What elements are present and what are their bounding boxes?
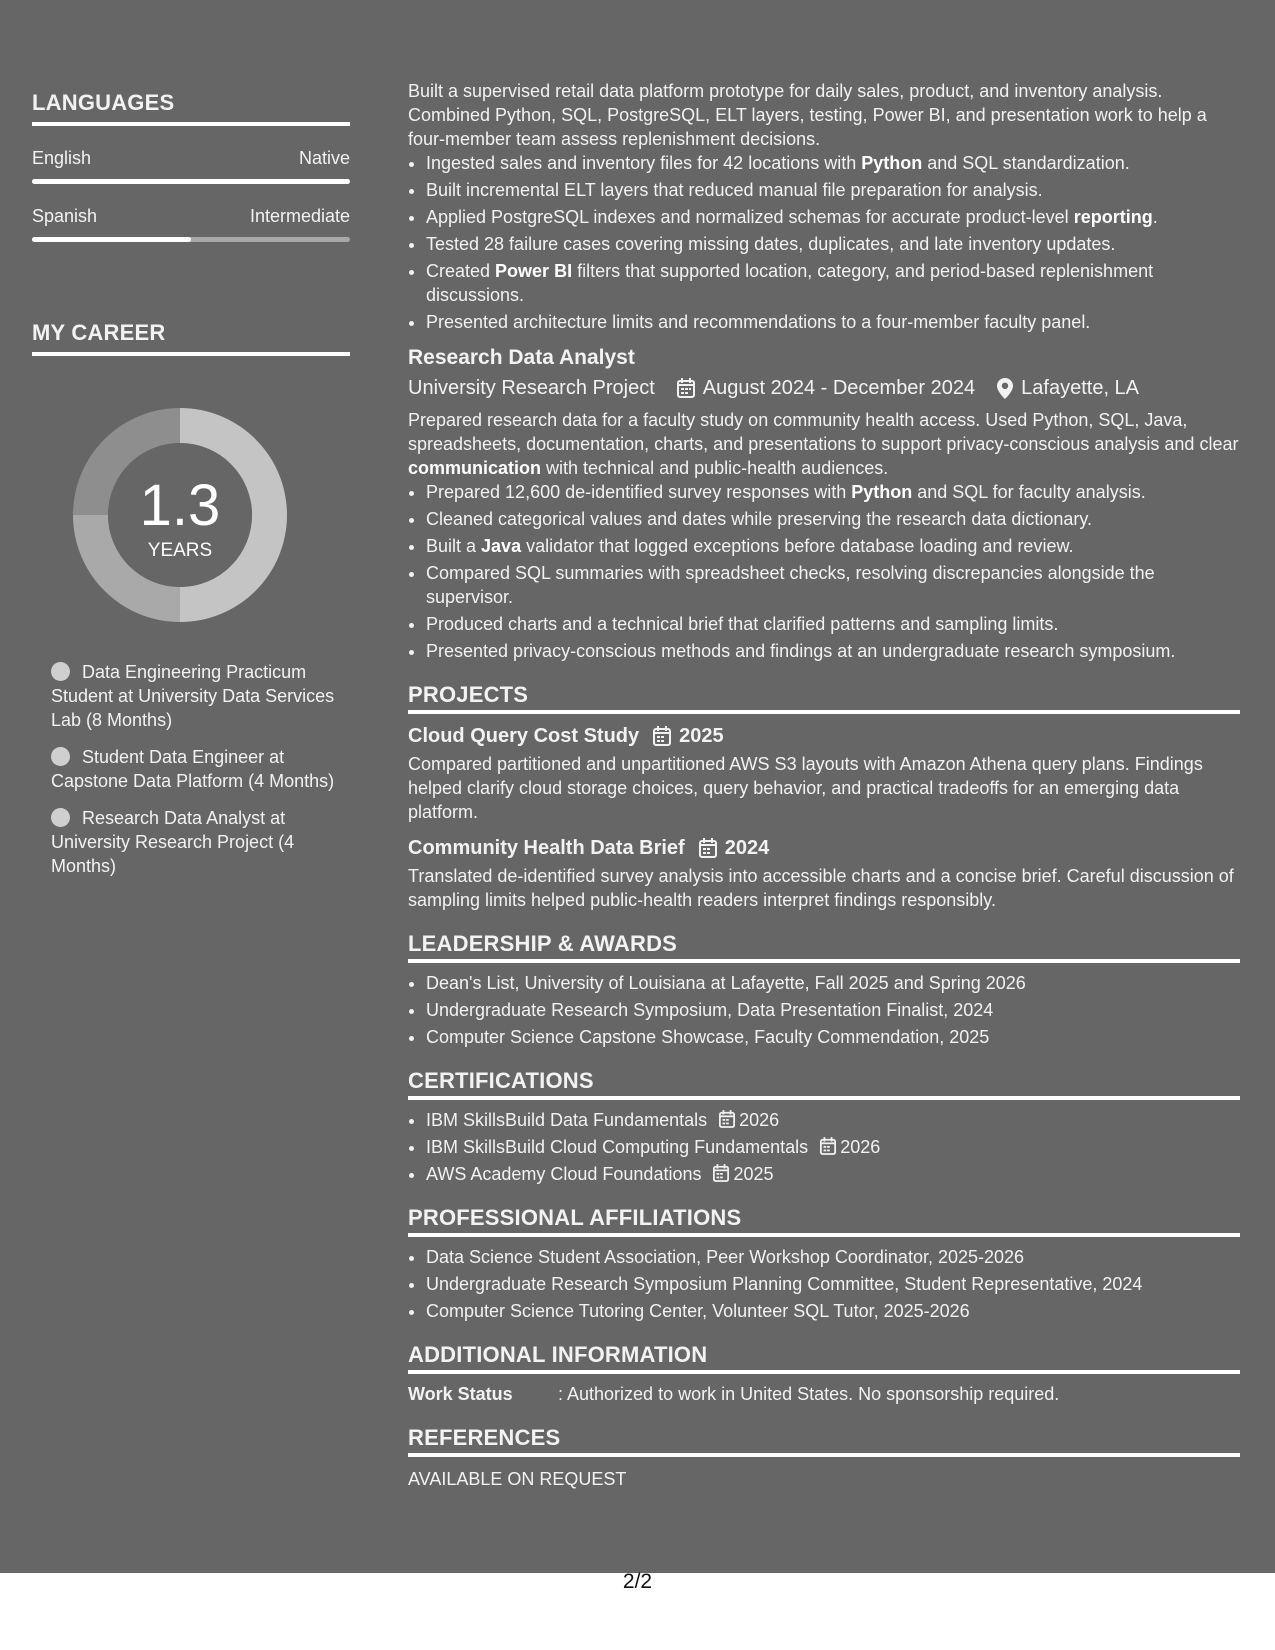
career-item — [51, 806, 350, 878]
job-bullets — [408, 151, 1240, 334]
calendar-icon — [653, 726, 671, 746]
main-column — [408, 79, 1240, 1491]
career-item-text: Student Data Engineer at Capstone Data Platform (4 Months) — [51, 747, 335, 791]
work-status-row — [408, 1382, 1240, 1406]
calendar-icon — [820, 1137, 836, 1155]
bullet-item: • Applied PostgreSQL indexes and normalized schemas for accurate product-level reporting. — [426, 205, 1240, 229]
career-years-value: 1.3 — [139, 473, 221, 538]
work-status-value: : Authorized to work in United States. No sponsorship required. — [558, 1384, 1060, 1404]
bullet-item: • Built a Java validator that logged exceptions before database loading and review. — [426, 534, 1240, 558]
bullet-item: • Produced charts and a technical brief that clarified patterns and sampling limits. — [426, 612, 1240, 636]
bullet-item: • Presented architecture limits and recommendations to a four-member faculty panel. — [426, 310, 1240, 334]
list-item: • Computer Science Capstone Showcase, Faculty Commendation, 2025 — [426, 1025, 1240, 1049]
job-dates: August 2024 - December 2024 — [702, 377, 976, 399]
affiliations-section — [408, 1206, 1240, 1323]
language-spanish — [32, 206, 350, 242]
project-description: Compared partitioned and unpartitioned AWS S3 layouts with Amazon Athena query plans. Findings helped clarify cloud storage choices, query behavior, and practical tradeoffs for an emerging data platform. — [408, 754, 1203, 822]
leadership-list — [408, 971, 1240, 1049]
cert-year: 2026 — [739, 1110, 780, 1130]
list-item: • IBM SkillsBuild Data Fundamentals 2026 — [426, 1108, 1240, 1132]
bullet-item: • Cleaned categorical values and dates while preserving the research data dictionary. — [426, 507, 1240, 531]
job-bullets — [408, 480, 1240, 663]
job-location: Lafayette, LA — [1021, 377, 1140, 399]
language-proficiency-fill — [32, 179, 350, 184]
list-item: • Undergraduate Research Symposium, Data Presentation Finalist, 2024 — [426, 998, 1240, 1022]
calendar-icon — [699, 838, 717, 858]
project-title: Community Health Data Brief 2024 — [408, 837, 770, 859]
project-year: 2024 — [724, 837, 770, 859]
bullet-item: • Prepared 12,600 de-identified survey responses with Python and SQL for faculty analysis. — [426, 480, 1240, 504]
career-dot-icon — [51, 808, 70, 827]
section-heading: PROJECTS — [408, 683, 1240, 714]
project-description: Translated de-identified survey analysis into accessible charts and a concise brief. Careful discussion of sampling limits helped public-health readers interpret findings responsibly. — [408, 866, 1234, 910]
job-summary: Prepared research data for a faculty study on community health access. Used Python, SQL, Java, spreadsheets, documentation, charts, and presentations to support privacy-conscious analysis and clear communication with technical and public-health audiences. — [408, 410, 1239, 478]
bullet-item: • Created Power BI filters that supported location, category, and period-based replenishment discussions. — [426, 259, 1240, 307]
language-level: Intermediate — [249, 206, 350, 226]
projects-section — [408, 683, 1240, 912]
career-donut-chart — [65, 400, 295, 630]
bullet-item: • Tested 28 failure cases covering missing dates, duplicates, and late inventory updates. — [426, 232, 1240, 256]
calendar-icon — [713, 1164, 729, 1182]
list-item: • Computer Science Tutoring Center, Volunteer SQL Tutor, 2025-2026 — [426, 1299, 1240, 1323]
bullet-item: • Built incremental ELT layers that reduced manual file preparation for analysis. — [426, 178, 1240, 202]
cert-year: 2026 — [840, 1137, 881, 1157]
career-item-text: Research Data Analyst at University Research Project (4 Months) — [51, 808, 295, 876]
project-year: 2025 — [679, 725, 724, 747]
references-section — [408, 1426, 1240, 1491]
bullet-item: • Compared SQL summaries with spreadsheet checks, resolving discrepancies alongside the supervisor. — [426, 561, 1240, 609]
list-item: • AWS Academy Cloud Foundations 2025 — [426, 1162, 1240, 1186]
language-english — [32, 148, 350, 184]
career-dot-icon — [51, 747, 70, 766]
affiliations-list — [408, 1245, 1240, 1323]
job-title: Research Data Analyst — [408, 346, 635, 369]
section-heading: REFERENCES — [408, 1426, 1240, 1457]
bullet-item: • Presented privacy-conscious methods and findings at an undergraduate research symposium. — [426, 639, 1240, 663]
list-item: • Data Science Student Association, Peer Workshop Coordinator, 2025-2026 — [426, 1245, 1240, 1269]
languages-heading: LANGUAGES — [32, 90, 350, 126]
leadership-section — [408, 932, 1240, 1049]
career-item-text: Data Engineering Practicum Student at University Data Services Lab (8 Months) — [51, 662, 335, 730]
language-proficiency-bar — [32, 179, 350, 184]
certifications-list — [408, 1108, 1240, 1186]
language-level: Native — [298, 148, 350, 168]
language-proficiency-bar — [32, 237, 350, 242]
career-item — [51, 660, 350, 732]
work-status-label: Work Status — [408, 1384, 513, 1404]
language-proficiency-fill — [32, 237, 191, 242]
career-item — [51, 745, 350, 793]
career-years-label: YEARS — [147, 540, 213, 561]
language-name: Spanish — [32, 206, 98, 226]
job-summary: Built a supervised retail data platform prototype for daily sales, product, and inventory analysis. Combined Python, SQL, PostgreSQL, ELT layers, testing, Power BI, and presentation work to help a four-member team assess replenishment decisions. — [408, 81, 1207, 149]
references-text: AVAILABLE ON REQUEST — [408, 1469, 627, 1489]
job-meta — [408, 376, 1240, 400]
section-heading: PROFESSIONAL AFFILIATIONS — [408, 1206, 1240, 1237]
calendar-icon — [677, 378, 695, 398]
bullet-item: • Ingested sales and inventory files for 42 locations with Python and SQL standardization. — [426, 151, 1240, 175]
language-name: English — [32, 148, 92, 168]
job-organization: University Research Project — [408, 377, 655, 399]
section-heading: LEADERSHIP & AWARDS — [408, 932, 1240, 963]
list-item: • Dean's List, University of Louisiana at Lafayette, Fall 2025 and Spring 2026 — [426, 971, 1240, 995]
section-heading: ADDITIONAL INFORMATION — [408, 1343, 1240, 1374]
additional-section — [408, 1343, 1240, 1406]
page-number: 2/2 — [622, 1570, 653, 1593]
list-item: • IBM SkillsBuild Cloud Computing Fundamentals 2026 — [426, 1135, 1240, 1159]
cert-year: 2025 — [733, 1164, 774, 1184]
career-list — [32, 660, 350, 878]
project-title: Cloud Query Cost Study 2025 — [408, 725, 724, 747]
calendar-icon — [719, 1110, 735, 1128]
career-heading: MY CAREER — [32, 320, 350, 356]
list-item: • Undergraduate Research Symposium Planning Committee, Student Representative, 2024 — [426, 1272, 1240, 1296]
section-heading: CERTIFICATIONS — [408, 1069, 1240, 1100]
career-dot-icon — [51, 662, 70, 681]
sidebar — [32, 90, 350, 891]
certifications-section — [408, 1069, 1240, 1186]
location-pin-icon — [997, 378, 1013, 399]
